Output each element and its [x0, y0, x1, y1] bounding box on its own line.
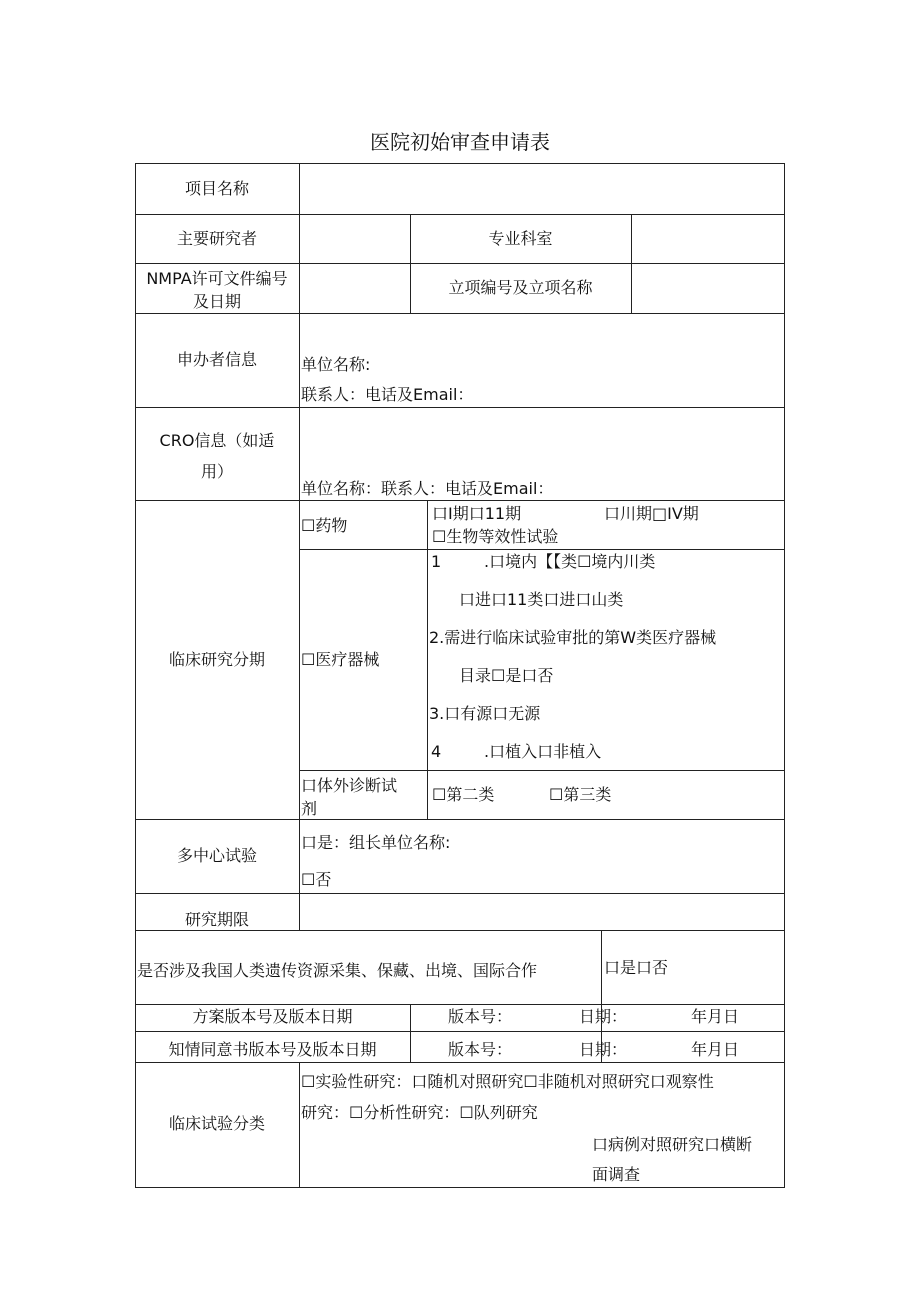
- icf-date-field: 日期：: [579, 1040, 628, 1059]
- icf-version-field: 版本号：: [448, 1040, 513, 1059]
- form-title: 医院初始审查申请表: [370, 130, 550, 154]
- device-item-1[interactable]: .口境内【【类☐境内川类: [484, 552, 656, 571]
- device-item-2: 2.需进行临床试验审批的第W类医疗器械: [429, 628, 717, 647]
- cro-info-line: 单位名称：联系人：电话及Email：: [301, 479, 554, 498]
- project-name-label: 项目名称: [184, 179, 249, 198]
- protocol-ymd: 年月日: [691, 1007, 740, 1026]
- pi-label: 主要研究者: [176, 229, 257, 248]
- classification-line-3[interactable]: 口病例对照研究口横断: [592, 1135, 753, 1154]
- icf-ymd: 年月日: [691, 1040, 740, 1059]
- multicenter-no-option[interactable]: ☐否: [301, 870, 332, 889]
- nmpa-label-line2: 及日期: [192, 292, 241, 311]
- sponsor-label: 申办者信息: [176, 350, 257, 369]
- genetic-resources-label: 是否涉及我国人类遗传资源采集、保藏、出境、国际合作: [137, 961, 538, 980]
- genetic-resources-options[interactable]: 口是口否: [604, 958, 669, 977]
- cro-label-line2: 用）: [200, 462, 233, 481]
- device-item-1-sub[interactable]: 口进口11类口进口山类: [459, 590, 624, 609]
- sponsor-contact-line: 联系人：电话及Email：: [301, 385, 474, 404]
- nmpa-label-line1: NMPA许可文件编号: [146, 269, 288, 288]
- study-period-label: 研究期限: [184, 910, 249, 929]
- protocol-version-field: 版本号：: [448, 1007, 513, 1026]
- bioequivalence-option[interactable]: ☐生物等效性试验: [432, 527, 559, 546]
- approval-label: 立项编号及立项名称: [448, 278, 593, 297]
- protocol-version-label: 方案版本号及版本日期: [192, 1007, 353, 1026]
- sponsor-unit-line: 单位名称:: [301, 355, 371, 374]
- cro-label-line1: CRO信息（如适: [159, 431, 275, 450]
- drug-phase-options-b[interactable]: 口川期□IV期: [604, 504, 699, 523]
- classification-line-1[interactable]: ☐实验性研究：口随机对照研究☐非随机对照研究口观察性: [301, 1072, 714, 1091]
- trial-classification-label: 临床试验分类: [168, 1114, 265, 1133]
- ivd-class3-option[interactable]: ☐第三类: [549, 785, 612, 804]
- drug-checkbox[interactable]: ☐药物: [301, 516, 348, 535]
- device-item-4-num: 4: [431, 742, 442, 761]
- dept-label: 专业科室: [488, 229, 553, 248]
- phase-label: 临床研究分期: [168, 650, 265, 669]
- ivd-checkbox-line1[interactable]: 口体外诊断试: [301, 776, 398, 795]
- classification-line-4: 面调查: [592, 1165, 641, 1184]
- multicenter-label: 多中心试验: [176, 846, 257, 865]
- device-item-2-sub[interactable]: 目录☐是口否: [459, 666, 554, 685]
- icf-version-label: 知情同意书版本号及版本日期: [168, 1040, 377, 1059]
- multicenter-yes-option[interactable]: 口是：组长单位名称:: [301, 833, 451, 852]
- device-item-4[interactable]: .口植入口非植入: [484, 742, 602, 761]
- device-checkbox[interactable]: ☐医疗器械: [301, 650, 380, 669]
- application-form-table: [135, 163, 785, 1188]
- ivd-checkbox-line2: 剂: [301, 799, 318, 818]
- classification-line-2[interactable]: 研究：☐分析性研究：☐队列研究: [301, 1103, 538, 1122]
- device-item-1-num: 1: [431, 552, 442, 571]
- protocol-date-field: 日期：: [579, 1007, 628, 1026]
- device-item-3[interactable]: 3.口有源口无源: [429, 704, 541, 723]
- ivd-class2-option[interactable]: ☐第二类: [432, 785, 495, 804]
- drug-phase-options-a[interactable]: 口I期口11期: [432, 504, 522, 523]
